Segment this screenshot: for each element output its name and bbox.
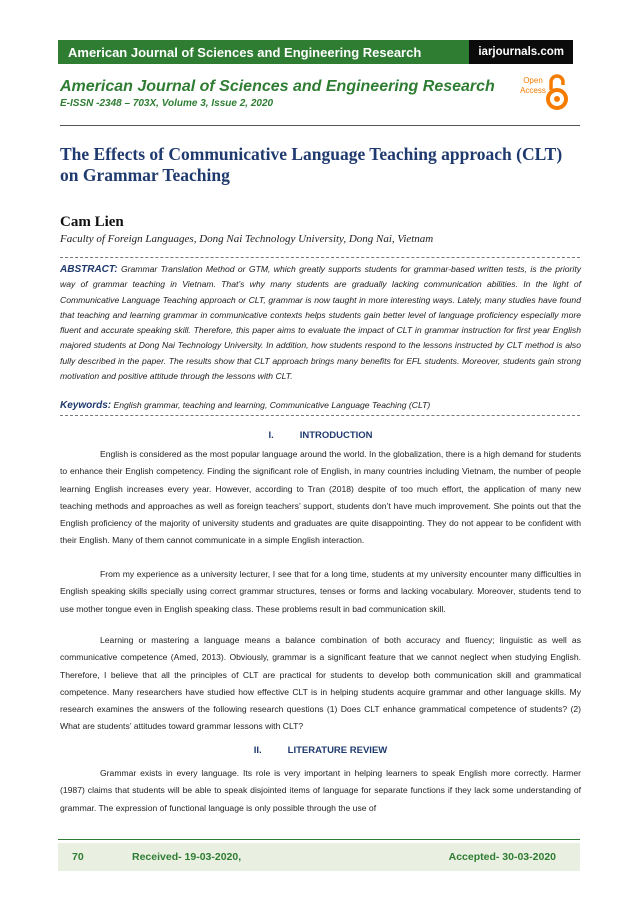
section-heading-introduction (60, 430, 581, 441)
abstract-text: Grammar Translation Method or GTM, which greatly supports students for grammar-based written tests, is the priority way of grammar teaching in Vietnam. That’s why many students are gradually lacking communication abilities. In the light of Communicative Language Teaching approach or CLT, grammar is now taught in more interesting ways. Lately, many studies have found that teaching and learning grammar in communicative contexts helps students gain better level of language proficiency especially more fluent and accurate speaking skill. Therefore, this paper aims to evaluate the impact of CLT in grammar instruction for first year English majored students at Dong Nai Technology University. In addition, how students respond to the lessons instructed by CLT method is also fully described in the paper. The results show that CLT approach brings many benefits for EFL students. Moreover, students gain strong motivation and positive attitude through the lessons with CLT. (60, 264, 581, 382)
article-title: The Effects of Communicative Language Teaching approach (CLT) on Grammar Teaching (60, 144, 563, 185)
banner-site-link[interactable]: iarjournals.com (469, 40, 573, 64)
journal-name: American Journal of Sciences and Engineering Research (60, 78, 495, 95)
section-number: I. (268, 430, 274, 441)
keywords-label: Keywords: (60, 400, 112, 411)
header-divider (60, 125, 580, 126)
author-name: Cam Lien (60, 214, 124, 230)
abstract-label: ABSTRACT: (60, 264, 118, 275)
keywords (60, 400, 581, 411)
abstract-bottom-divider (60, 415, 580, 416)
accepted-date: Accepted- 30-03-2020 (448, 851, 556, 863)
literature-paragraph-1: Grammar exists in every language. Its role is very important in helping learners to speak English more correctly. Harmer (1987) claims that students will be able to speak disjointed items of language for separate functions if they lack some understanding of grammar. The expression of functional language is only possible through the use of (60, 768, 581, 813)
section-heading-literature-review (60, 745, 581, 756)
footer-divider (58, 839, 580, 840)
journal-issn: E-ISSN -2348 – 703X, Volume 3, Issue 2, 2020 (60, 98, 274, 109)
section-title: INTRODUCTION (299, 430, 373, 441)
page-number: 70 (72, 851, 84, 863)
intro-paragraph-1: English is considered as the most popular language around the world. In the globalization, there is a high demand for students to enhance their English competency. Finding the significant role of English, in many countries including Vietnam, the number of people learning English increases every year. However, according to Tran (2018) despite of too much effort, the application of many new teaching methods and approaches as well as foreign teachers’ support, students don’t have much improvement. She points out that the English proficiency of the majority of university students and graduates are quite disappointing. They do not appear to be confident with their English. Many of them cannot communicate in a simple English interaction. (60, 449, 581, 546)
banner-title: American Journal of Sciences and Engineering Research (68, 44, 422, 60)
abstract-top-divider (60, 257, 580, 258)
open-lock-icon (546, 74, 568, 110)
intro-paragraph-2: From my experience as a university lecturer, I see that for a long time, students at my university encounter many difficulties in English speaking skills specially using correct grammar structures, tenses or forms and lacking vocabulary. Moreover, students tend to use mother tongue even in English speaking class. These problems result in bad communication skill. (60, 569, 581, 614)
abstract (60, 262, 581, 384)
keywords-text: English grammar, teaching and learning, Communicative Language Teaching (CLT) (111, 400, 431, 410)
journal-banner (58, 40, 573, 64)
page-footer (58, 843, 580, 871)
open-access-badge (516, 72, 570, 112)
intro-paragraph-3: Learning or mastering a language means a balance combination of both accuracy and fluency; linguistic as well as communicative competence (Amed, 2013). Obviously, grammar is a significant feature that we cannot neglect when studying English. Therefore, I believe that all the principles of CLT are practical for students to develop both communication skill and grammatical competence. Many researchers have studied how effective CLT is in helping students acquire grammar and other language skills. My research examines the answers of the following research questions (1) Does CLT enhance grammatical competence of students? (2) What are students’ attitudes toward grammar lessons with CLT? (60, 635, 581, 732)
received-date: Received- 19-03-2020, (132, 851, 242, 863)
author-affiliation: Faculty of Foreign Languages, Dong Nai Technology University, Dong Nai, Vietnam (60, 233, 434, 245)
section-title: LITERATURE REVIEW (287, 745, 388, 756)
section-number: II. (253, 745, 262, 756)
open-access-label: Open Access (520, 76, 546, 95)
